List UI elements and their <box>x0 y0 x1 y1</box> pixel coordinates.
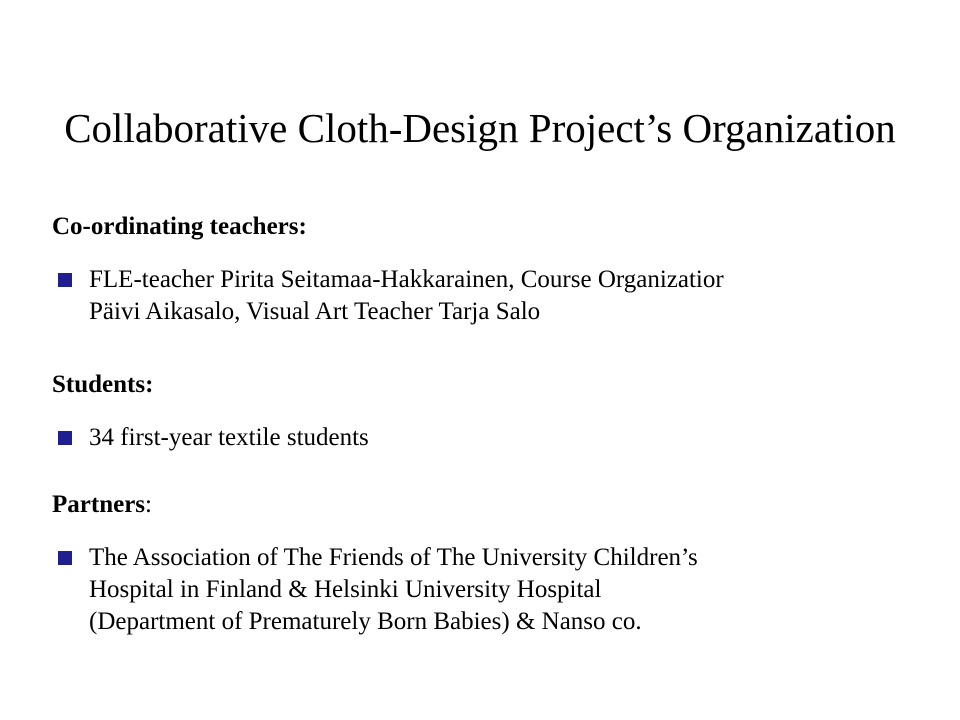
bullet-line: 34 first-year textile students <box>89 424 369 451</box>
heading-text: Partners <box>52 491 146 518</box>
heading-text: Students: <box>52 371 154 398</box>
bullet-item-students <box>52 422 912 454</box>
bullet-line: (Department of Prematurely Born Babies) & Nanso co. <box>89 608 642 635</box>
square-bullet-icon <box>58 273 72 287</box>
section-heading-partners <box>52 490 912 520</box>
bullet-line: Päivi Aikasalo, Visual Art Teacher Tarja Salo <box>89 298 541 325</box>
square-bullet-icon <box>58 551 72 565</box>
bullet-item-teachers <box>52 264 912 328</box>
bullet-line: Hospital in Finland & Helsinki University Hospital <box>89 576 602 603</box>
section-coordinating-teachers <box>52 212 912 328</box>
heading-text: Co-ordinating teachers: <box>52 213 307 240</box>
bullet-line: The Association of The Friends of The University Children’s <box>89 544 698 571</box>
section-partners <box>52 490 912 638</box>
bullet-item-partners <box>52 542 912 638</box>
square-bullet-icon <box>58 431 72 445</box>
section-heading-students <box>52 370 912 400</box>
heading-suffix: : <box>145 491 152 518</box>
bullet-line: FLE-teacher Pirita Seitamaa-Hakkarainen, Course Organizatior <box>89 266 724 293</box>
section-heading-teachers <box>52 212 912 242</box>
section-students <box>52 370 912 454</box>
slide-title: Collaborative Cloth-Design Project’s Organization <box>64 105 896 151</box>
